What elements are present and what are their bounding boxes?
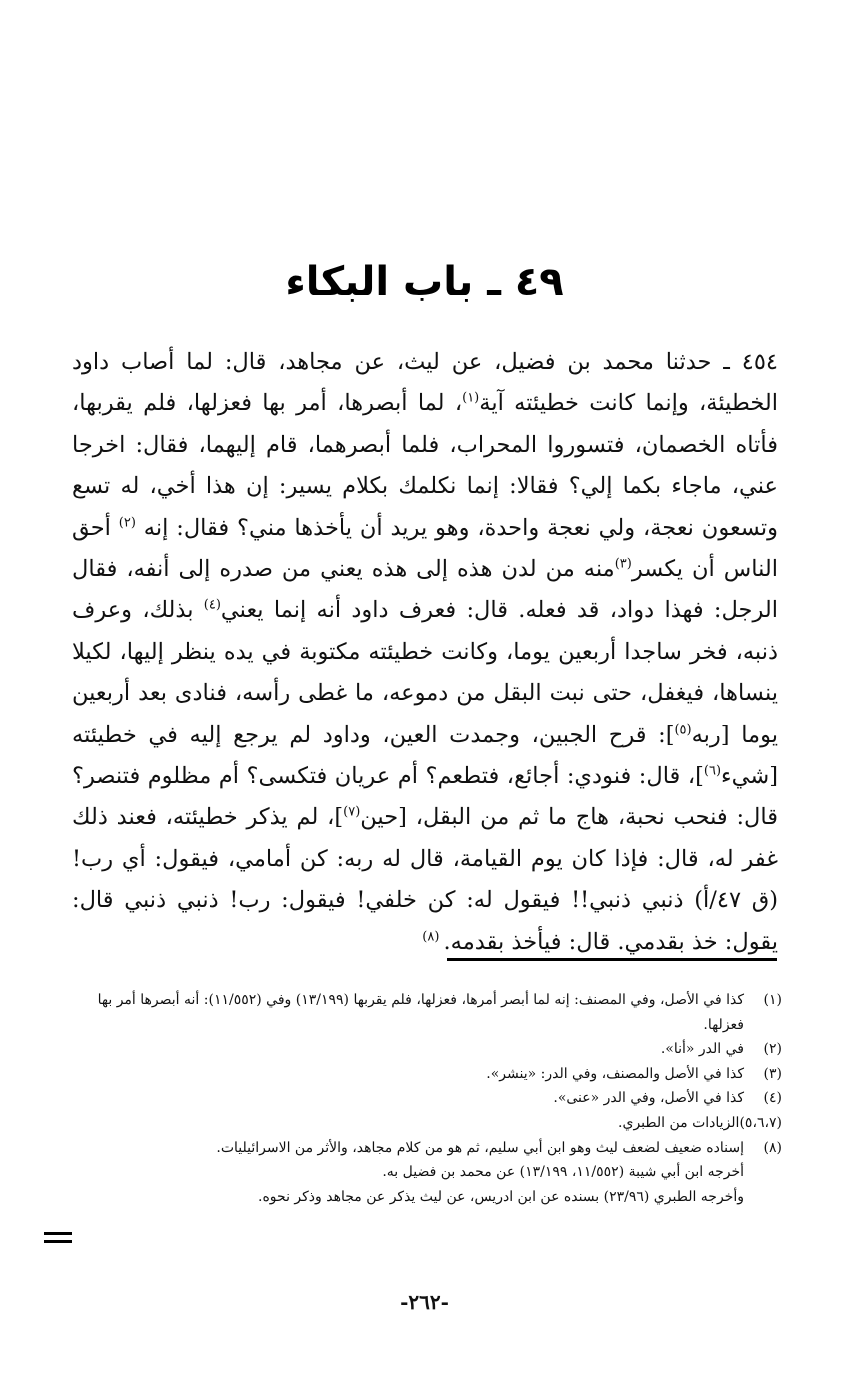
footnote-number: (٢) — [763, 1041, 782, 1058]
footnote-ref: (١) — [462, 390, 480, 406]
hadith-segment: بذلك، وعرف ذنبه، فخر ساجدا أربعين يوما، وكانت خطيئته مكتوبة في يده ينظر إليها، لكيلا ينساها، فيغفل، حتى نبت البقل من دموعه، ما غطى رأسه، فنادى بعد أربعين يوما [ربه — [72, 597, 778, 748]
footnote-text: أخرجه ابن أبي شيبة (١١/٥٥٢، ١٣/١٩٩) عن محمد بن فضيل به. — [382, 1164, 744, 1181]
hadith-segment: ، لما أبصرها، أمر بها فعزلها، فلم يقربها، فأتاه الخصمان، فتسوروا المحراب، فلما أبصرهما، قام إليهما، فقال: اخرجا عني، ماجاء بكما إلي؟ فقالا: إنما نكلمك بكلام يسير: إن هذا أخي، له تسع وتسعون نعجة، ولي نعجة واحدة، وهو يريد أن يأخذها مني؟ فقال: إنه — [72, 390, 779, 541]
footnote-ref: (٣) — [614, 556, 632, 572]
hadith-segment: ]: قرح الجبين، وجمدت العين، وداود لم يرجع إليه في خطيئته [شيء — [72, 721, 778, 790]
hadith-segment: ]، لم يذكر خطيئته، فعند ذلك غفر له، قال: فإذا كان يوم القيامة، قال له ربه: كن أمامي، فيقول: أي رب! (ق ٤٧/أ) ذنبي ذنبي!! فيقول له: كن خلفي! فيقول: رب! ذنبي ذنبي قال: يقول: خذ بقدمي. قال: فيأخذ بقدمه. — [72, 804, 779, 955]
footnote-ref: (٢) — [118, 515, 136, 531]
hadith-segment: منه من لدن هذه إلى هذه يعني من صدره إلى أنفه، فقال الرجل: فهذا دواد، قد فعله. قال: فعرف داود أنه إنما يعني — [72, 556, 778, 624]
footnote-divider — [447, 958, 777, 961]
footnote-text: إسناده ضعيف لضعف ليث وهو ابن أبي سليم، ثم هو من كلام مجاهد، والأثر من الاسرائيليات. — [216, 1139, 744, 1156]
footnote-number: (٥،٦،٧) — [739, 1114, 782, 1131]
footnote-ref: (٦) — [703, 763, 722, 779]
hadith-segment: ـ حدثنا محمد بن فضيل، عن ليث، عن مجاهد، قال: لما أصاب داود الخطيئة، وإنما كانت خطيئته آية — [72, 349, 779, 417]
hadith-segment: أحق الناس أن يكسر — [72, 514, 778, 583]
footnote-ref: (٧) — [343, 804, 361, 820]
footnote — [70, 1086, 782, 1111]
chapter-title: ٤٩ ـ باب البكاء — [285, 259, 564, 305]
footnote-text: كذا في الأصل والمصنف، وفي الدر: «ينشر». — [486, 1065, 744, 1082]
footnote — [70, 1136, 782, 1161]
footnote-continuation — [70, 1185, 782, 1210]
footnote-number: (٣) — [763, 1065, 782, 1082]
double-dash-mark — [44, 1232, 72, 1246]
page-number: -٢٦٢- — [400, 1290, 449, 1314]
footnote — [70, 988, 782, 1037]
hadith-text — [72, 342, 778, 963]
footnote-text: في الدر «أنا». — [660, 1041, 744, 1058]
footnote — [70, 1037, 782, 1062]
footnote-number: (٨) — [763, 1139, 782, 1156]
footnote-number: (٤) — [763, 1090, 782, 1107]
footnote — [70, 1062, 782, 1087]
footnote-text: كذا في الأصل، وفي الدر «عنى». — [553, 1090, 744, 1107]
hadith-segment: ]، قال: فنودي: أجائع، فتطعم؟ أم عريان فتكسى؟ أم مظلوم فتنصر؟ قال: فنحب نحبة، هاج ما ثم من البقل، [حين — [72, 763, 779, 831]
footnotes — [70, 988, 782, 1209]
footnote-ref: (٥) — [674, 722, 692, 738]
footnote-text: كذا في الأصل، وفي المصنف: إنه لما أبصر أمرها، فعزلها، فلم يقربها (١٣/١٩٩) وفي (١١/٥٥٢): أنه أبصرها أمر بها فعزلها. — [97, 992, 744, 1033]
footnote-ref: (٤) — [203, 597, 221, 613]
footnote-text: وأخرجه الطبري (٢٣/٩٦) بسنده عن ابن ادريس، عن ليث يذكر عن مجاهد وذكر نحوه. — [258, 1188, 744, 1205]
footnote-ref: (٨) — [422, 929, 444, 945]
hadith-number: ٤٥٤ — [741, 349, 778, 375]
footnote-text: الزيادات من الطبري. — [618, 1114, 740, 1131]
footnote-number: (١) — [763, 992, 782, 1008]
footnote-continuation — [70, 1160, 782, 1185]
footnote — [70, 1111, 782, 1136]
